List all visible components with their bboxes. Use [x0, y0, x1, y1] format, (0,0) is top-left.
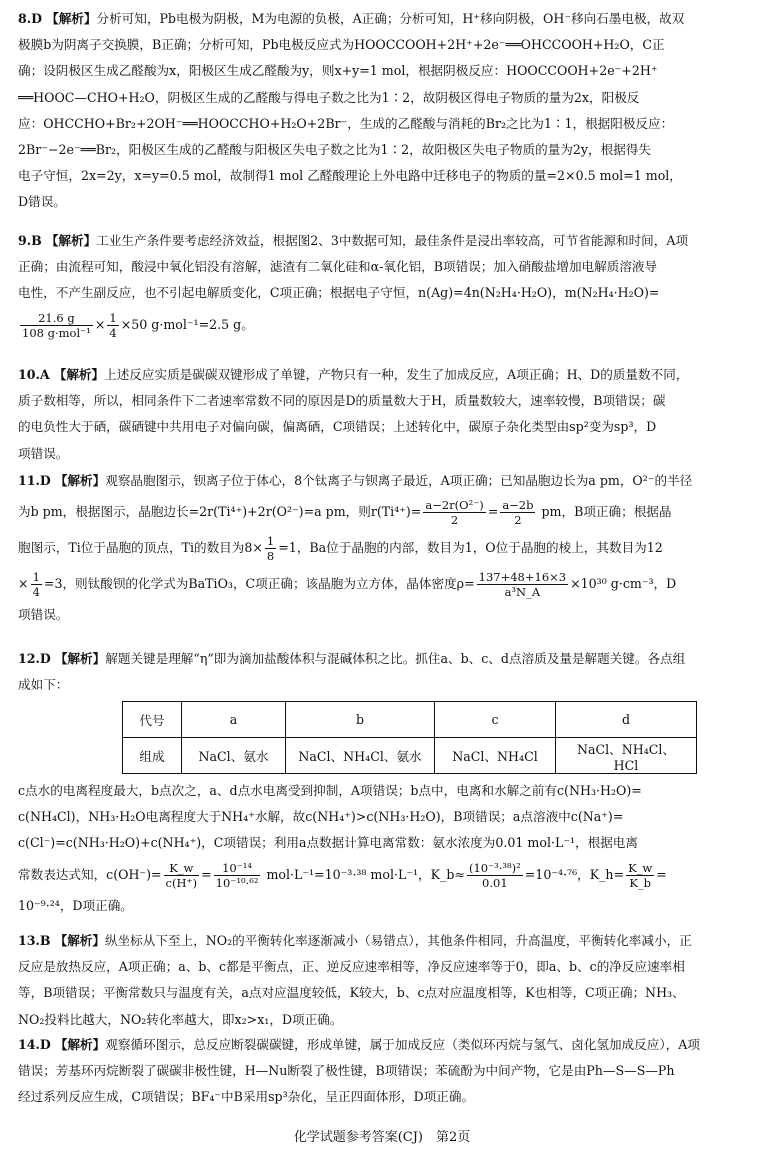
numerator: 21.6 g	[20, 311, 93, 326]
analysis-tag: 【解析】	[53, 367, 105, 382]
fraction	[500, 498, 535, 527]
text-segment: ×	[18, 576, 29, 592]
text-segment: mol·L⁻¹=10⁻³·³⁸ mol·L⁻¹，K_b≈	[262, 866, 465, 882]
formula-line	[18, 860, 667, 890]
text-line: 电子守恒，2x=2y，x=y=0.5 mol，故制得1 mol 乙醛酸理论上外电路中迁移电子的物质的量=2×0.5 mol=1 mol，	[18, 168, 682, 184]
equals-sign: =	[201, 866, 212, 882]
formula-line	[18, 534, 663, 564]
text-line: c(Cl⁻)=c(NH₃·H₂O)+c(NH₄⁺)，C项错误；利用a点数据计算电离常数：氨水浓度为0.01 mol·L⁻¹，根据电离	[18, 835, 638, 851]
text-line: D错误。	[18, 194, 66, 210]
text-segment: ×50 g·mol⁻¹=2.5 g。	[120, 316, 254, 332]
text-line: c点水的电离程度最大，b点次之，a、d点水电离受到抑制，A项错误；b点中，电离和水解之前有c(NH₃·H₂O)=	[18, 783, 642, 798]
analysis-tag: 【解析】	[46, 11, 97, 26]
text-line: 工业生产条件要考虑经济效益，根据图2、3中数据可知，最佳条件是浸出率较高，可节省能源和时间，A项	[96, 233, 689, 248]
fraction	[164, 861, 200, 890]
question-number: 14.	[18, 1037, 40, 1052]
text-line: 项错误。	[18, 445, 69, 461]
answer-letter: B	[31, 233, 42, 248]
analysis-tag: 【解析】	[54, 473, 106, 488]
question-12-continued	[18, 778, 748, 919]
question-8	[18, 6, 748, 216]
text-line: c(NH₄Cl)，NH₃·H₂O电离程度大于NH₄⁺水解，故c(NH₄⁺)>c(NH₃·H₂O)，B项错误；a点溶液中c(Na⁺)=	[18, 809, 624, 825]
text-line: 分析可知，Pb电极为阴极，M为电源的负极，A正确；分析可知，H⁺移向阴极，OH⁻移向石墨电极，故双	[96, 11, 685, 26]
answer-letter: D	[39, 473, 51, 488]
text-line: 电性，不产生副反应，也不引起电解质变化，C项正确；根据电子守恒，n(Ag)=4n(N₂H₄·H₂O)，m(N₂H₄·H₂O)=	[18, 285, 660, 301]
analysis-tag: 【解析】	[45, 233, 97, 248]
text-segment: pm，B项正确；根据晶	[537, 504, 672, 520]
numerator: a−2r(O²⁻)	[425, 498, 484, 513]
text-segment: =3，则钛酸钡的化学式为BaTiO₃，C项正确；该晶胞为立方体，晶体密度ρ=	[43, 576, 475, 592]
question-number: 13.	[18, 933, 40, 948]
analysis-tag: 【解析】	[54, 1037, 106, 1052]
text-line: ══HOOC—CHO+H₂O，阴极区生成的乙醛酸与得电子数之比为1∶2，故阴极区得电子物质的量为2x，阳极反	[18, 89, 640, 105]
denominator: 2	[450, 513, 459, 528]
denominator: a³N_A	[504, 585, 541, 600]
numerator: K_w	[628, 860, 653, 875]
text-line: 上述反应实质是碳碳双键形成了单键，产物只有一种，发生了加成反应，A项正确；H、D的质量数不同，	[104, 367, 689, 382]
numerator: 1	[109, 310, 117, 325]
question-number: 9.	[18, 233, 32, 248]
equals-sign: =	[487, 504, 499, 520]
equals-sign: =	[656, 866, 667, 882]
denominator: 0.01	[482, 875, 508, 890]
fraction	[20, 311, 93, 340]
question-number: 8.	[18, 11, 32, 26]
numerator: a−2b	[502, 498, 534, 513]
table-header-cell: 代号	[123, 702, 182, 738]
denominator: 108 g·mol⁻¹	[22, 325, 91, 340]
fraction	[31, 570, 42, 599]
text-line: 等，B项错误；平衡常数只与温度有关，a点对应温度较低，K较大，b、c点对应温度相等，K也相等，C项正确；NH₃、	[18, 985, 685, 1001]
numerator: K_w	[164, 861, 200, 876]
text-segment: =10⁻⁴·⁷⁶，K_h=	[524, 866, 625, 882]
fraction	[423, 498, 485, 527]
analysis-tag: 【解析】	[54, 933, 105, 948]
analysis-tag: 【解析】	[54, 651, 106, 666]
text-line: 经过系列反应生成，C项错误；BF₄⁻中B采用sp³杂化，呈正四面体形，D项正确。	[18, 1089, 475, 1105]
answer-letter: D	[31, 11, 43, 26]
formula-line	[18, 570, 677, 600]
text-segment: 胞图示，Ti位于晶胞的顶点，Ti的数目为8×	[18, 540, 263, 556]
numerator: (10⁻³·³⁸)²	[468, 860, 521, 875]
composition-table	[122, 701, 697, 774]
question-10	[18, 362, 748, 467]
text-segment: =1，Ba位于晶胞的内部，数目为1，O位于晶胞的棱上，其数目为12	[278, 540, 663, 556]
table-header-row	[123, 702, 697, 738]
numerator: 1	[266, 534, 275, 549]
text-line: 的电负性大于硒，碳硒键中共用电子对偏向碳，偏离硒，C项错误；上述转化中，碳原子杂化类型由sp²变为sp³，D	[18, 419, 657, 435]
numerator: 10⁻¹⁴	[214, 861, 261, 876]
fraction	[214, 861, 261, 890]
fraction	[477, 570, 568, 599]
text-segment: ×10³⁰ g·cm⁻³，D	[570, 576, 677, 592]
table-cell: NaCl、NH₄Cl、氨水	[286, 738, 435, 774]
text-line: 纵坐标从下至上，NO₂的平衡转化率逐渐减小（易错点），其他条件相同，升高温度，平衡转化率减小，正	[104, 933, 692, 948]
table-cell: NaCl、NH₄Cl	[435, 738, 556, 774]
text-line: 确；设阴极区生成乙醛酸为x，阳极区生成乙醛酸为y，则x+y=1 mol，根据阴极反应：HOOCCOOH+2e⁻+2H⁺	[18, 63, 658, 79]
fraction	[265, 534, 276, 563]
text-line: 解题关键是理解“η”即为滴加盐酸体积与混碱体积之比。抓住a、b、c、d点溶质及量是解题关键。各点组	[105, 651, 686, 666]
table-cell: NaCl、氨水	[182, 738, 286, 774]
table-header-cell: c	[435, 702, 556, 738]
text-line: 正确；由流程可知，酸浸中氧化铝没有溶解，滤渣有二氧化硅和α-氧化铝，B项错误；加入硝酸盐增加电解质溶液导	[18, 259, 658, 275]
table-cell: 组成	[123, 738, 182, 774]
question-number: 10.	[18, 367, 40, 382]
formula-line	[18, 310, 254, 340]
table-cell: NaCl、NH₄Cl、HCl	[556, 738, 697, 774]
text-line: 成如下：	[18, 677, 69, 693]
question-number: 12.	[18, 651, 40, 666]
denominator: 2	[514, 513, 522, 528]
text-line: 应：OHCCHO+Br₂+2OH⁻══HOOCCHO+H₂O+2Br⁻，生成的乙醛酸与消耗的Br₂之比为1∶1，根据阳极反应：	[18, 115, 674, 131]
denominator: 4	[109, 325, 117, 340]
text-line: 极膜b为阴离子交换膜，B正确；分析可知，Pb电极反应式为HOOCCOOH+2H⁺+2e⁻══OHCCOOH+H₂O，C正	[18, 37, 665, 53]
question-11	[18, 468, 748, 628]
denominator: c(H⁺)	[165, 875, 198, 890]
denominator: 8	[266, 549, 275, 564]
question-12	[18, 646, 748, 698]
question-13	[18, 928, 748, 1033]
table-header-cell: d	[556, 702, 697, 738]
answer-letter: D	[39, 1037, 51, 1052]
text-line: 10⁻⁹·²⁴，D项正确。	[18, 897, 133, 913]
fraction	[626, 861, 654, 890]
question-number: 11.	[18, 473, 40, 488]
times-sign: ×	[94, 316, 106, 332]
question-9	[18, 228, 748, 343]
text-segment: 常数表达式知，c(OH⁻)=	[18, 866, 162, 882]
fraction	[107, 311, 118, 340]
answer-letter: B	[39, 933, 51, 948]
table-header-cell: b	[286, 702, 435, 738]
text-line: 错误；芳基环丙烷断裂了碳碳非极性键，H—Nu断裂了极性键，B项错误；苯硫酚为中间产物，它是由Ph—S—S—Ph	[18, 1063, 675, 1079]
denominator: 4	[32, 585, 40, 600]
text-line: 质子数相等，所以，相同条件下二者速率常数不同的原因是D的质量数大于H，质量数较大，速率较慢，B项错误；碳	[18, 393, 666, 409]
page-footer: 化学试题参考答案(CJ) 第2页	[293, 1130, 471, 1145]
table-header-cell: a	[182, 702, 286, 738]
answer-letter: A	[39, 367, 50, 382]
text-line: 2Br⁻−2e⁻══Br₂，阳极区生成的乙醛酸与阳极区失电子数之比为1∶2，故阳极区失电子物质的量为2y，根据得失	[18, 142, 651, 158]
text-segment: 为b pm，根据图示，晶胞边长=2r(Ti⁴⁺)+2r(O²⁻)=a pm，则r(Ti⁴⁺)=	[18, 504, 422, 520]
numerator: 137+48+16×3	[478, 570, 567, 585]
formula-line	[18, 498, 672, 528]
text-line: 观察晶胞图示，钡离子位于体心，8个钛离子与钡离子最近，A项正确；已知晶胞边长为a pm，O²⁻的半径	[105, 473, 693, 488]
denominator: K_b	[629, 875, 652, 890]
denominator: 10⁻¹⁰·⁶²	[215, 875, 259, 890]
text-line: 反应是放热反应，A项正确；a、b、c都是平衡点，正、逆反应速率相等，净反应速率等于0，即a、b、c的净反应速率相	[18, 959, 685, 975]
answer-letter: D	[39, 651, 51, 666]
text-line: NO₂投料比越大，NO₂转化率越大，即x₂>x₁，D项正确。	[18, 1011, 343, 1027]
fraction	[467, 861, 523, 890]
question-14	[18, 1032, 748, 1111]
text-line: 观察循环图示，总反应断裂碳碳键，形成单键，属于加成反应（类似环丙烷与氢气、卤化氢加成反应），A项	[105, 1037, 700, 1052]
numerator: 1	[32, 570, 40, 585]
table-row	[123, 738, 697, 774]
text-line: 项错误。	[18, 607, 69, 623]
